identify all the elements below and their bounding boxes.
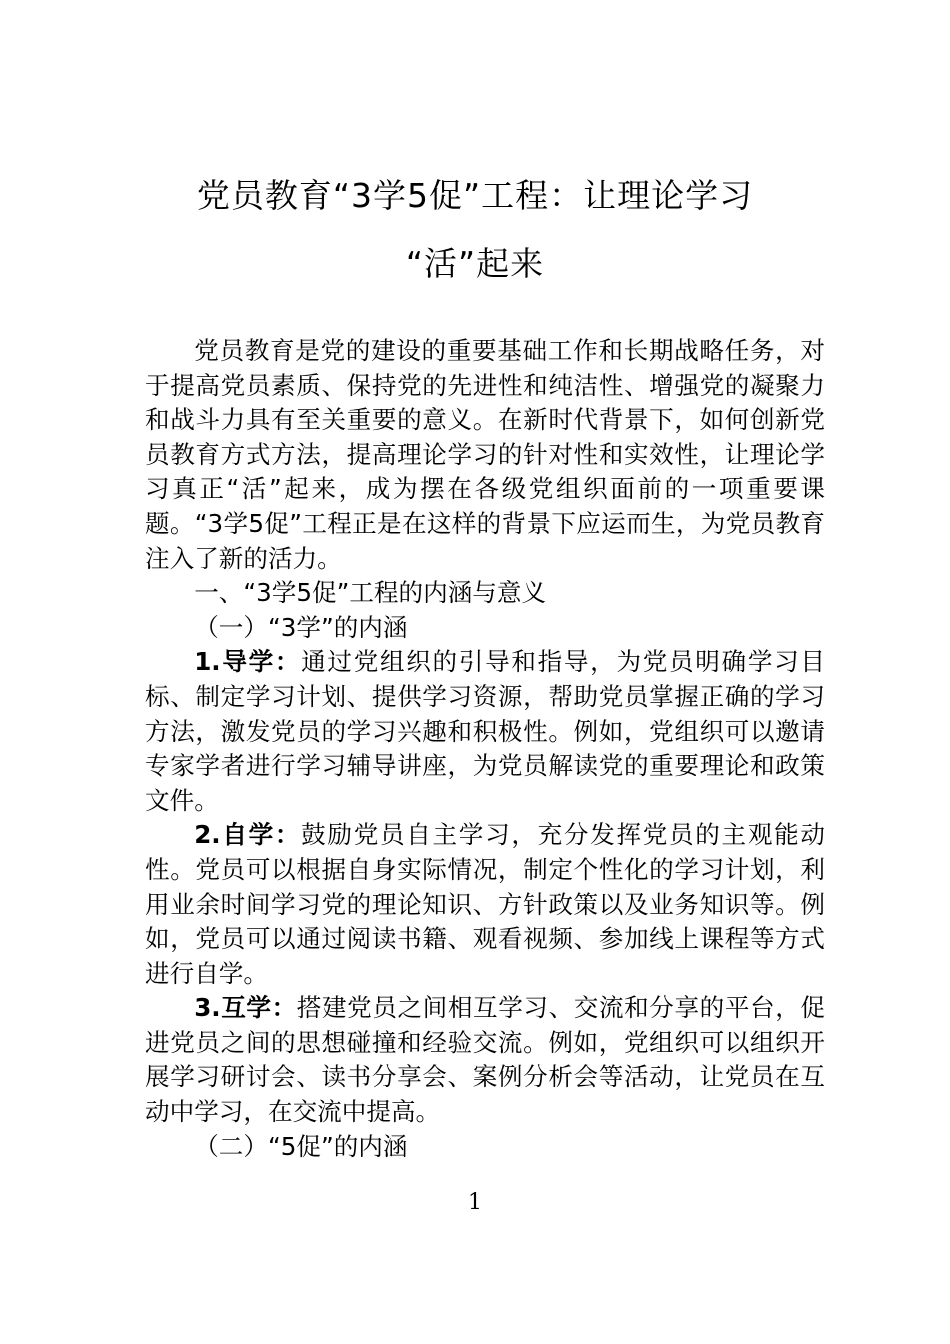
item-lead: 1.导学： [194, 647, 302, 677]
subsection-heading-1: （一）“3学”的内涵 [194, 612, 408, 642]
item-lead: 2.自学： [194, 820, 302, 850]
item-paragraph-self-study [145, 818, 825, 991]
subsection-heading-2: （二）“5促”的内涵 [194, 1131, 408, 1161]
document-body [145, 334, 825, 1164]
page-number: 1 [468, 1190, 482, 1215]
document-title-line-2: “活”起来 [405, 244, 545, 283]
document-title-line-1: 党员教育“3学5促”工程：让理论学习 [196, 176, 754, 215]
intro-paragraph: 党员教育是党的建设的重要基础工作和长期战略任务，对于提高党员素质、保持党的先进性和纯洁性、增强党的凝聚力和战斗力具有至关重要的意义。在新时代背景下，如何创新党员教育方式方法，提高理论学习的针对性和实效性，让理论学习真正“活”起来，成为摆在各级党组织面前的一项重要课题。“3学5促”工程正是在这样的背景下应运而生，为党员教育注入了新的活力。 [145, 336, 825, 573]
item-paragraph-guided-study [145, 645, 825, 818]
item-text: 通过党组织的引导和指导，为党员明确学习目标、制定学习计划、提供学习资源，帮助党员掌握正确的学习方法，激发党员的学习兴趣和积极性。例如，党组织可以邀请专家学者进行学习辅导讲座，为党员解读党的重要理论和政策文件。 [145, 647, 825, 815]
item-text: 鼓励党员自主学习，充分发挥党员的主观能动性。党员可以根据自身实际情况，制定个性化的学习计划，利用业余时间学习党的理论知识、方针政策以及业务知识等。例如，党员可以通过阅读书籍、观看视频、参加线上课程等方式进行自学。 [145, 820, 825, 988]
item-text: 搭建党员之间相互学习、交流和分享的平台，促进党员之间的思想碰撞和经验交流。例如，党组织可以组织开展学习研讨会、读书分享会、案例分析会等活动，让党员在互动中学习，在交流中提高。 [145, 993, 825, 1127]
item-paragraph-mutual-study [145, 991, 825, 1129]
item-lead: 3.互学： [194, 993, 297, 1023]
section-heading-1: 一、“3学5促”工程的内涵与意义 [194, 578, 547, 608]
